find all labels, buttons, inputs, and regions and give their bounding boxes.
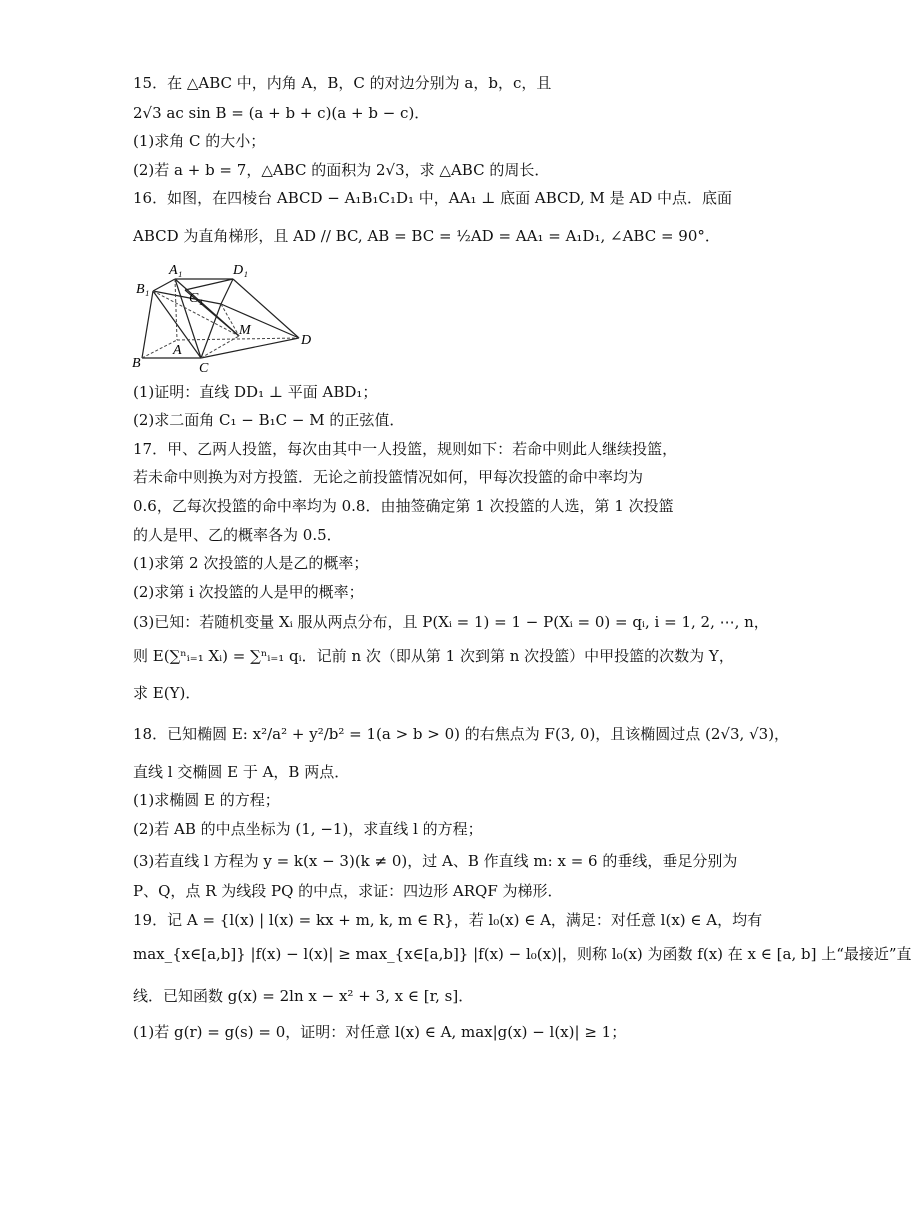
text-line: 0.6，乙每次投篮的命中率均为 0.8．由抽签确定第 1 次投篮的人选，第 1 次投篮 — [133, 497, 674, 515]
label-D1: D₁ — [233, 263, 248, 278]
text-line: 2√3 ac sin B = (a + b + c)(a + b − c)． — [133, 104, 430, 122]
text-line: (2)求二面角 C₁ − B₁C − M 的正弦值． — [133, 411, 405, 429]
text-line: (2)求第 i 次投篮的人是甲的概率； — [133, 583, 364, 601]
label-C1: C₁ — [189, 291, 204, 306]
text-line: 19．记 A = {l(x) | l(x) = kx + m, k, m ∈ R}，若 l₀(x) ∈ A，满足：对任意 l(x) ∈ A，均有 — [133, 911, 763, 929]
text-line: max_{x∈[a,b]} |f(x) − l(x)| ≥ max_{x∈[a,b]} |f(x) − l₀(x)|，则称 l₀(x) 为函数 f(x) 在 x ∈ [a, b] 上“最接近”直 — [133, 945, 912, 963]
text-line: ABCD 为直角梯形，且 AD // BC, AB = BC = ½AD = AA₁ = A₁D₁, ∠ABC = 90°． — [133, 227, 720, 245]
label-B1: B₁ — [136, 282, 150, 297]
label-M: M — [239, 323, 251, 338]
text-line: 18．已知椭圆 E: x²/a² + y²/b² = 1(a > b > 0) 的右焦点为 F(3, 0)，且该椭圆过点 (2√3, √3)， — [133, 725, 790, 743]
label-A: A — [173, 343, 182, 358]
text-line: 若未命中则换为对方投篮．无论之前投篮情况如何，甲每次投篮的命中率均为 — [133, 468, 644, 486]
frustum-figure — [133, 262, 323, 374]
text-line: 则 E(∑ⁿᵢ₌₁ Xᵢ) = ∑ⁿᵢ₌₁ qᵢ．记前 n 次（即从第 1 次到第 n 次投篮）中甲投篮的次数为 Y， — [133, 647, 734, 665]
text-line: (1)求椭圆 E 的方程； — [133, 791, 280, 809]
text-line: 求 E(Y)． — [133, 684, 201, 702]
label-B: B — [132, 356, 141, 371]
text-line: 线．已知函数 g(x) = 2ln x − x² + 3, x ∈ [r, s]． — [133, 987, 474, 1005]
label-D: D — [301, 333, 312, 348]
text-line: 15．在 △ABC 中，内角 A，B，C 的对边分别为 a，b，c，且 — [133, 74, 552, 92]
label-C: C — [199, 361, 209, 376]
label-A1: A₁ — [169, 263, 183, 278]
text-line: 16．如图，在四棱台 ABCD − A₁B₁C₁D₁ 中，AA₁ ⊥ 底面 ABCD, M 是 AD 中点．底面 — [133, 189, 733, 207]
text-line: (3)已知：若随机变量 Xᵢ 服从两点分布，且 P(Xᵢ = 1) = 1 − P(Xᵢ = 0) = qᵢ, i = 1, 2, ⋯, n， — [133, 613, 769, 631]
text-line: (1)证明：直线 DD₁ ⊥ 平面 ABD₁； — [133, 383, 378, 401]
text-line: (2)若 AB 的中点坐标为 (1, −1)，求直线 l 的方程； — [133, 820, 483, 838]
text-line: (1)求角 C 的大小； — [133, 132, 266, 150]
text-line: (3)若直线 l 方程为 y = k(x − 3)(k ≠ 0)，过 A、B 作直线 m: x = 6 的垂线，垂足分别为 — [133, 852, 738, 870]
text-line: (2)若 a + b = 7，△ABC 的面积为 2√3，求 △ABC 的周长． — [133, 161, 550, 179]
text-line: (1)若 g(r) = g(s) = 0，证明：对任意 l(x) ∈ A, max|g(x) − l(x)| ≥ 1； — [133, 1023, 627, 1041]
text-line: 的人是甲、乙的概率各为 0.5． — [133, 526, 342, 544]
text-line: P、Q，点 R 为线段 PQ 的中点，求证：四边形 ARQF 为梯形． — [133, 882, 563, 900]
text-line: 直线 l 交椭圆 E 于 A，B 两点． — [133, 763, 350, 781]
text-line: (1)求第 2 次投篮的人是乙的概率； — [133, 554, 369, 572]
text-line: 17．甲、乙两人投篮，每次由其中一人投篮，规则如下：若命中则此人继续投篮， — [133, 440, 678, 458]
